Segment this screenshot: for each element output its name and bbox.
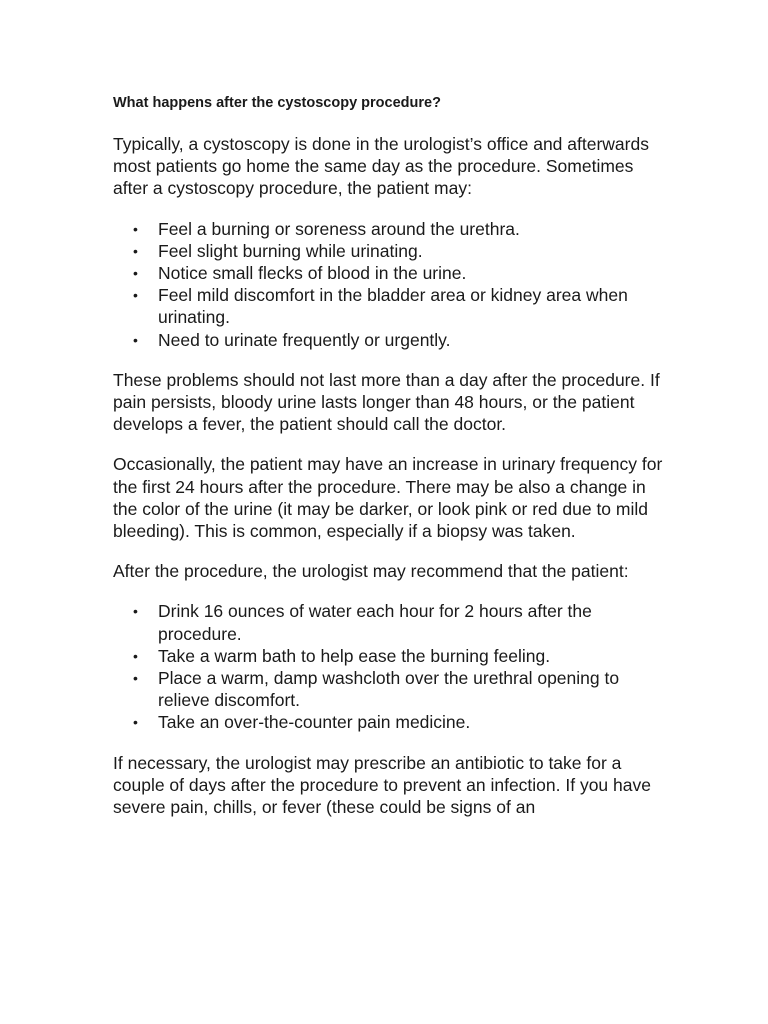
paragraph-intro: Typically, a cystoscopy is done in the urologist’s office and afterwards most patients go home the same day as the procedure. Sometimes after a cystoscopy procedure, the patient may: [113, 134, 649, 199]
document-page [113, 93, 673, 836]
list-item: • Drink 16 ounces of water each hour for 2 hours after the procedure. [133, 601, 592, 644]
bullet-icon: • [133, 287, 138, 304]
bullet-icon: • [133, 331, 138, 348]
list-item: • Take an over-the-counter pain medicine. [133, 712, 471, 733]
list-item: • Feel a burning or soreness around the urethra. [133, 218, 520, 239]
list-item: • Feel mild discomfort in the bladder area or kidney area when urinating. [133, 285, 628, 328]
bullet-icon: • [133, 714, 138, 731]
recommendations-list [113, 600, 673, 733]
list-item: • Place a warm, damp washcloth over the urethral opening to relieve discomfort. [133, 668, 620, 711]
bullet-icon: • [133, 670, 138, 687]
list-item: • Take a warm bath to help ease the burning feeling. [133, 645, 551, 666]
paragraph-antibiotic: If necessary, the urologist may prescribe an antibiotic to take for a couple of days after the procedure to prevent an infection. If you have severe pain, chills, or fever (these could be signs of an [113, 752, 651, 818]
list-item: • Notice small flecks of blood in the urine. [133, 263, 467, 284]
symptoms-list [113, 218, 673, 351]
bullet-icon: • [133, 647, 138, 664]
bullet-icon: • [133, 220, 138, 237]
paragraph-recommend: After the procedure, the urologist may recommend that the patient: [113, 561, 629, 582]
bullet-icon: • [133, 242, 138, 259]
paragraph-occasionally: Occasionally, the patient may have an increase in urinary frequency for the first 24 hours after the procedure. There may be also a change in the color of the urine (it may be darker, or look pink or red due to mild bleeding). This is common, especially if a biopsy was taken. [113, 454, 663, 542]
bullet-icon: • [133, 265, 138, 282]
list-item: • Need to urinate frequently or urgently. [133, 329, 451, 350]
section-heading: What happens after the cystoscopy procedure? [113, 95, 441, 111]
bullet-icon: • [133, 603, 138, 620]
paragraph-problems: These problems should not last more than a day after the procedure. If pain persists, bloody urine lasts longer than 48 hours, or the patient develops a fever, the patient should call the doctor. [113, 369, 660, 435]
list-item: • Feel slight burning while urinating. [133, 240, 423, 261]
